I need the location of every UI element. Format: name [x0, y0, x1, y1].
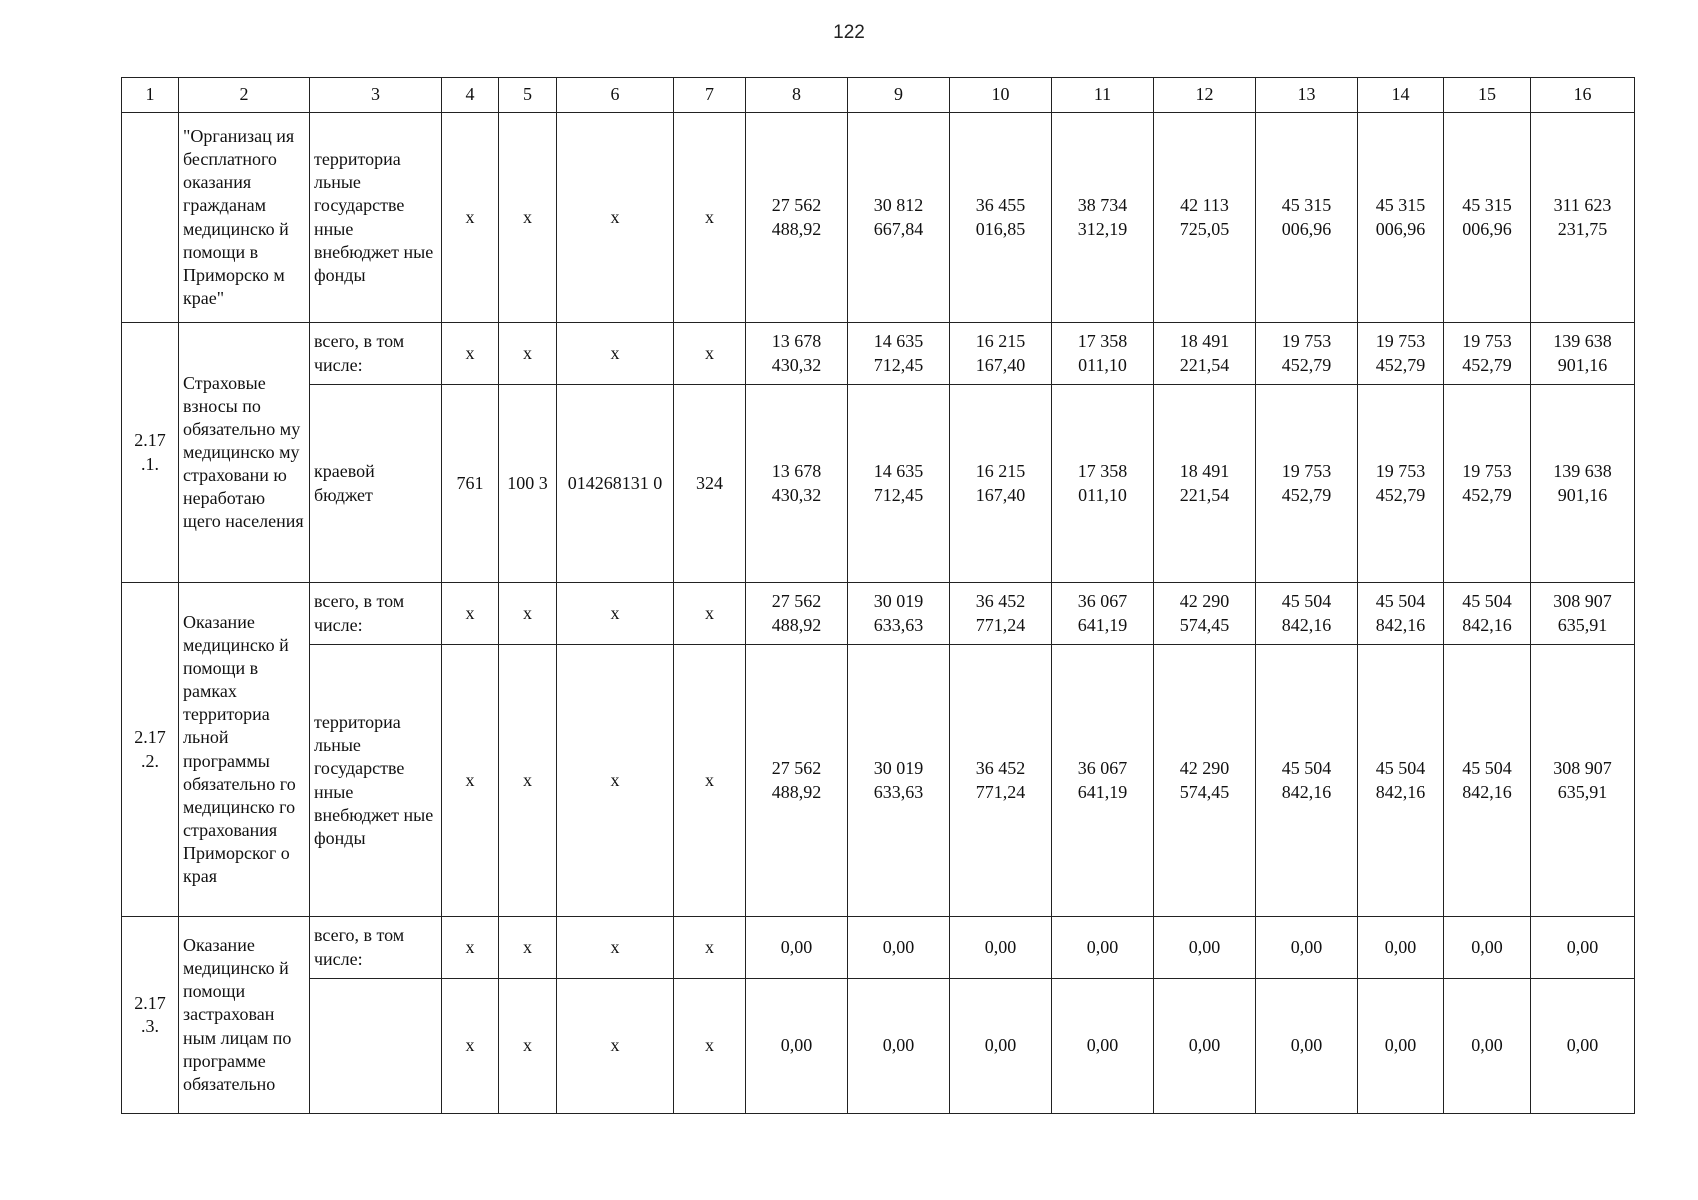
table-cell: Страховые взносы по обязательно му медицинско му страховани ю неработаю щего населения	[179, 323, 310, 583]
table-cell: х	[442, 917, 499, 979]
table-cell: 0,00	[1444, 917, 1531, 979]
table-cell: 36 452 771,24	[950, 583, 1052, 645]
table-row	[122, 979, 1635, 1114]
table-cell: 17 358 011,10	[1052, 323, 1154, 385]
table-cell: х	[674, 645, 746, 917]
table-cell: 27 562 488,92	[746, 583, 848, 645]
table-cell: 13 678 430,32	[746, 323, 848, 385]
page-number: 122	[833, 22, 865, 43]
table-cell: 30 812 667,84	[848, 113, 950, 323]
table-cell: х	[442, 645, 499, 917]
table-cell: х	[442, 113, 499, 323]
table-cell: 2.17 .1.	[122, 323, 179, 583]
table-cell: х	[674, 323, 746, 385]
table-cell: 324	[674, 385, 746, 583]
table-cell: 45 315 006,96	[1358, 113, 1444, 323]
table-cell: х	[499, 645, 557, 917]
table-cell: краевой бюджет	[310, 385, 442, 583]
table-body	[122, 78, 1635, 1114]
column-number: 5	[499, 78, 557, 113]
table-row	[122, 323, 1635, 385]
table-cell: 311 623 231,75	[1531, 113, 1635, 323]
table-cell: х	[674, 113, 746, 323]
table-cell: 0,00	[1052, 979, 1154, 1114]
table-cell: 19 753 452,79	[1444, 385, 1531, 583]
table-cell: Оказание медицинско й помощи застрахован ным лицам по программе обязательно	[179, 917, 310, 1114]
table-cell: 139 638 901,16	[1531, 323, 1635, 385]
table-cell: 0,00	[950, 917, 1052, 979]
table-cell: 308 907 635,91	[1531, 645, 1635, 917]
table-row	[122, 917, 1635, 979]
table-cell: 761	[442, 385, 499, 583]
table-cell: 36 455 016,85	[950, 113, 1052, 323]
table-cell: 0,00	[1256, 979, 1358, 1114]
table-cell: 0,00	[1358, 979, 1444, 1114]
table-cell: 36 452 771,24	[950, 645, 1052, 917]
table-row	[122, 385, 1635, 583]
table-cell: 18 491 221,54	[1154, 323, 1256, 385]
table-cell: 0,00	[1531, 979, 1635, 1114]
table-cell: 27 562 488,92	[746, 645, 848, 917]
table-cell: 0,00	[848, 917, 950, 979]
column-number: 8	[746, 78, 848, 113]
table-cell: х	[442, 979, 499, 1114]
table-cell: х	[557, 645, 674, 917]
table-cell	[122, 113, 179, 323]
table-cell: 100 3	[499, 385, 557, 583]
column-number: 2	[179, 78, 310, 113]
table-cell: 45 315 006,96	[1256, 113, 1358, 323]
table-row	[122, 583, 1635, 645]
table-cell: 27 562 488,92	[746, 113, 848, 323]
column-number: 16	[1531, 78, 1635, 113]
column-number: 1	[122, 78, 179, 113]
column-number: 10	[950, 78, 1052, 113]
column-number: 9	[848, 78, 950, 113]
table-cell: 0,00	[1052, 917, 1154, 979]
table-cell: х	[674, 917, 746, 979]
table-cell: территориа льные государстве нные внебюджет ные фонды	[310, 645, 442, 917]
column-number: 11	[1052, 78, 1154, 113]
column-number: 14	[1358, 78, 1444, 113]
table-cell: 42 290 574,45	[1154, 645, 1256, 917]
table-cell: х	[674, 583, 746, 645]
table-cell: 0,00	[1154, 979, 1256, 1114]
table-cell: х	[499, 323, 557, 385]
table-cell: х	[442, 323, 499, 385]
table-cell: 16 215 167,40	[950, 385, 1052, 583]
table-cell: 36 067 641,19	[1052, 645, 1154, 917]
table-cell: 38 734 312,19	[1052, 113, 1154, 323]
table-cell: 18 491 221,54	[1154, 385, 1256, 583]
table-cell: всего, в том числе:	[310, 583, 442, 645]
table-cell: 45 504 842,16	[1444, 583, 1531, 645]
table-cell: всего, в том числе:	[310, 323, 442, 385]
table-cell: 13 678 430,32	[746, 385, 848, 583]
table-cell: х	[557, 917, 674, 979]
table-cell: 14 635 712,45	[848, 323, 950, 385]
table-cell: всего, в том числе:	[310, 917, 442, 979]
table-cell: 0,00	[1154, 917, 1256, 979]
table-cell: 45 504 842,16	[1256, 583, 1358, 645]
column-number: 3	[310, 78, 442, 113]
column-number: 7	[674, 78, 746, 113]
table-cell: х	[557, 583, 674, 645]
table-row	[122, 645, 1635, 917]
table-cell: х	[499, 979, 557, 1114]
table-cell: 2.17 .2.	[122, 583, 179, 917]
column-number: 12	[1154, 78, 1256, 113]
column-number: 4	[442, 78, 499, 113]
table-cell: 19 753 452,79	[1256, 323, 1358, 385]
column-number: 15	[1444, 78, 1531, 113]
column-number: 6	[557, 78, 674, 113]
table-cell: 42 113 725,05	[1154, 113, 1256, 323]
table-cell: 17 358 011,10	[1052, 385, 1154, 583]
table-cell: 0,00	[1358, 917, 1444, 979]
table-cell: 0,00	[848, 979, 950, 1114]
table-cell: 42 290 574,45	[1154, 583, 1256, 645]
table-cell: 30 019 633,63	[848, 645, 950, 917]
table-cell: 14 635 712,45	[848, 385, 950, 583]
table-cell: 0,00	[950, 979, 1052, 1114]
table-cell: 36 067 641,19	[1052, 583, 1154, 645]
table-cell: территориа льные государстве нные внебюджет ные фонды	[310, 113, 442, 323]
table-cell: х	[557, 979, 674, 1114]
table-cell: х	[499, 583, 557, 645]
table-cell: 45 315 006,96	[1444, 113, 1531, 323]
table-cell: х	[557, 113, 674, 323]
table-cell: 16 215 167,40	[950, 323, 1052, 385]
table-cell: х	[557, 323, 674, 385]
table-cell: 0,00	[1531, 917, 1635, 979]
table-cell: 45 504 842,16	[1358, 583, 1444, 645]
table-cell: х	[674, 979, 746, 1114]
table-cell	[310, 979, 442, 1114]
table-cell: х	[499, 917, 557, 979]
table-cell: х	[442, 583, 499, 645]
table-cell: 308 907 635,91	[1531, 583, 1635, 645]
table-cell: 45 504 842,16	[1444, 645, 1531, 917]
table-cell: "Организац ия бесплатного оказания гражданам медицинско й помощи в Приморско м крае"	[179, 113, 310, 323]
table-cell: 2.17 .3.	[122, 917, 179, 1114]
table-cell: 0,00	[746, 917, 848, 979]
table-cell: х	[499, 113, 557, 323]
table-cell: 19 753 452,79	[1358, 323, 1444, 385]
table-cell: Оказание медицинско й помощи в рамках территориа льной программы обязательно го медицинско го страхования Приморског о края	[179, 583, 310, 917]
table-cell: 139 638 901,16	[1531, 385, 1635, 583]
table-cell: 0,00	[746, 979, 848, 1114]
table-cell: 19 753 452,79	[1358, 385, 1444, 583]
table-cell: 0,00	[1444, 979, 1531, 1114]
table-row	[122, 113, 1635, 323]
table-cell: 19 753 452,79	[1444, 323, 1531, 385]
table-cell: 45 504 842,16	[1256, 645, 1358, 917]
header-row	[122, 78, 1635, 113]
table-cell: 0,00	[1256, 917, 1358, 979]
table-cell: 30 019 633,63	[848, 583, 950, 645]
table-cell: 014268131 0	[557, 385, 674, 583]
column-number: 13	[1256, 78, 1358, 113]
table-cell: 19 753 452,79	[1256, 385, 1358, 583]
budget-table	[121, 77, 1635, 1114]
table-cell: 45 504 842,16	[1358, 645, 1444, 917]
